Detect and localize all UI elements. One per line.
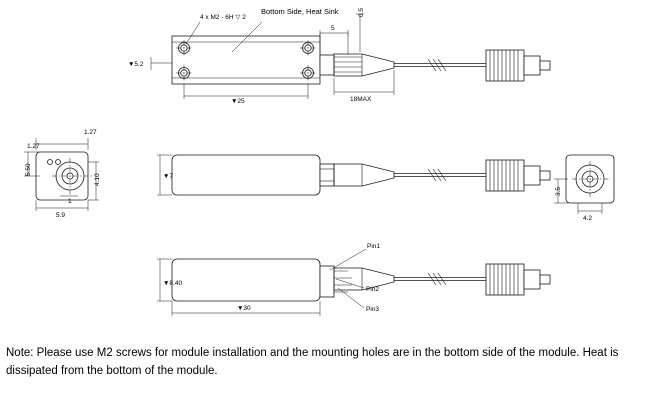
pin3-label: Pin3 [366, 306, 380, 313]
dim-25-text: ▼25 [231, 98, 245, 105]
dim-pin-offset-0-5 [356, 14, 364, 52]
dim-1-text: 1 [68, 198, 72, 205]
front-view-strain-relief [334, 164, 394, 186]
dim-4-2-text: 4.2 [583, 215, 593, 222]
dim-30-text: ▼30 [237, 305, 251, 312]
bottom-view [157, 243, 550, 316]
dim-5-50-text: 5.50 [25, 163, 32, 176]
front-view-pins [320, 164, 334, 186]
fiber-break-symbol [428, 59, 446, 71]
top-view [128, 7, 550, 105]
front-view-connector [486, 160, 550, 191]
dim-7-text: ▼7 [163, 173, 174, 180]
top-view-connector [486, 50, 550, 81]
dim-0-5-text: 0.5 [358, 7, 365, 17]
dim-18max [334, 70, 394, 95]
dim-length-25 [184, 84, 308, 99]
bottom-view-body [172, 259, 320, 301]
right-end-view [554, 155, 614, 222]
front-view [157, 155, 550, 195]
dim-5-text: 5 [331, 25, 335, 32]
fiber-break-symbol [428, 273, 446, 285]
dim-hole-pitch-5 [320, 30, 348, 55]
left-end-view [24, 129, 101, 219]
dim-5-2-text: ▼5.2 [128, 61, 144, 68]
dim-edge-5-2 [151, 57, 172, 70]
dim-18max-text: 18MAX [350, 96, 372, 103]
front-view-body [172, 155, 320, 195]
pin1-label: Pin1 [367, 243, 381, 250]
top-view-pins [320, 55, 362, 75]
dim-3-5-text: 3.5 [555, 186, 562, 196]
pin2-label: Pin2 [366, 286, 380, 293]
dim-1-27-top-text: 1.27 [84, 129, 97, 136]
installation-note: Note: Please use M2 screws for module installation and the mounting holes are in the bottom side of the module. Heat is dissipated from the bottom of the module. [6, 347, 619, 377]
dim-8-40-text: ▼8.40 [163, 280, 183, 287]
screw-note-text: 4 x M2 - 6H ▽ 2 [200, 14, 246, 21]
heatsink-note-text: Bottom Side, Heat Sink [261, 7, 339, 16]
dim-4-10-text: 4.10 [94, 173, 101, 186]
top-view-body [172, 36, 320, 84]
dim-1-27-left-text: 1.27 [27, 143, 40, 150]
dim-5-9-text: 5.9 [56, 212, 66, 219]
fiber-break-symbol [428, 169, 446, 181]
pin-leaders [330, 249, 366, 308]
bottom-view-pins [320, 266, 352, 297]
bottom-view-connector [486, 264, 550, 295]
